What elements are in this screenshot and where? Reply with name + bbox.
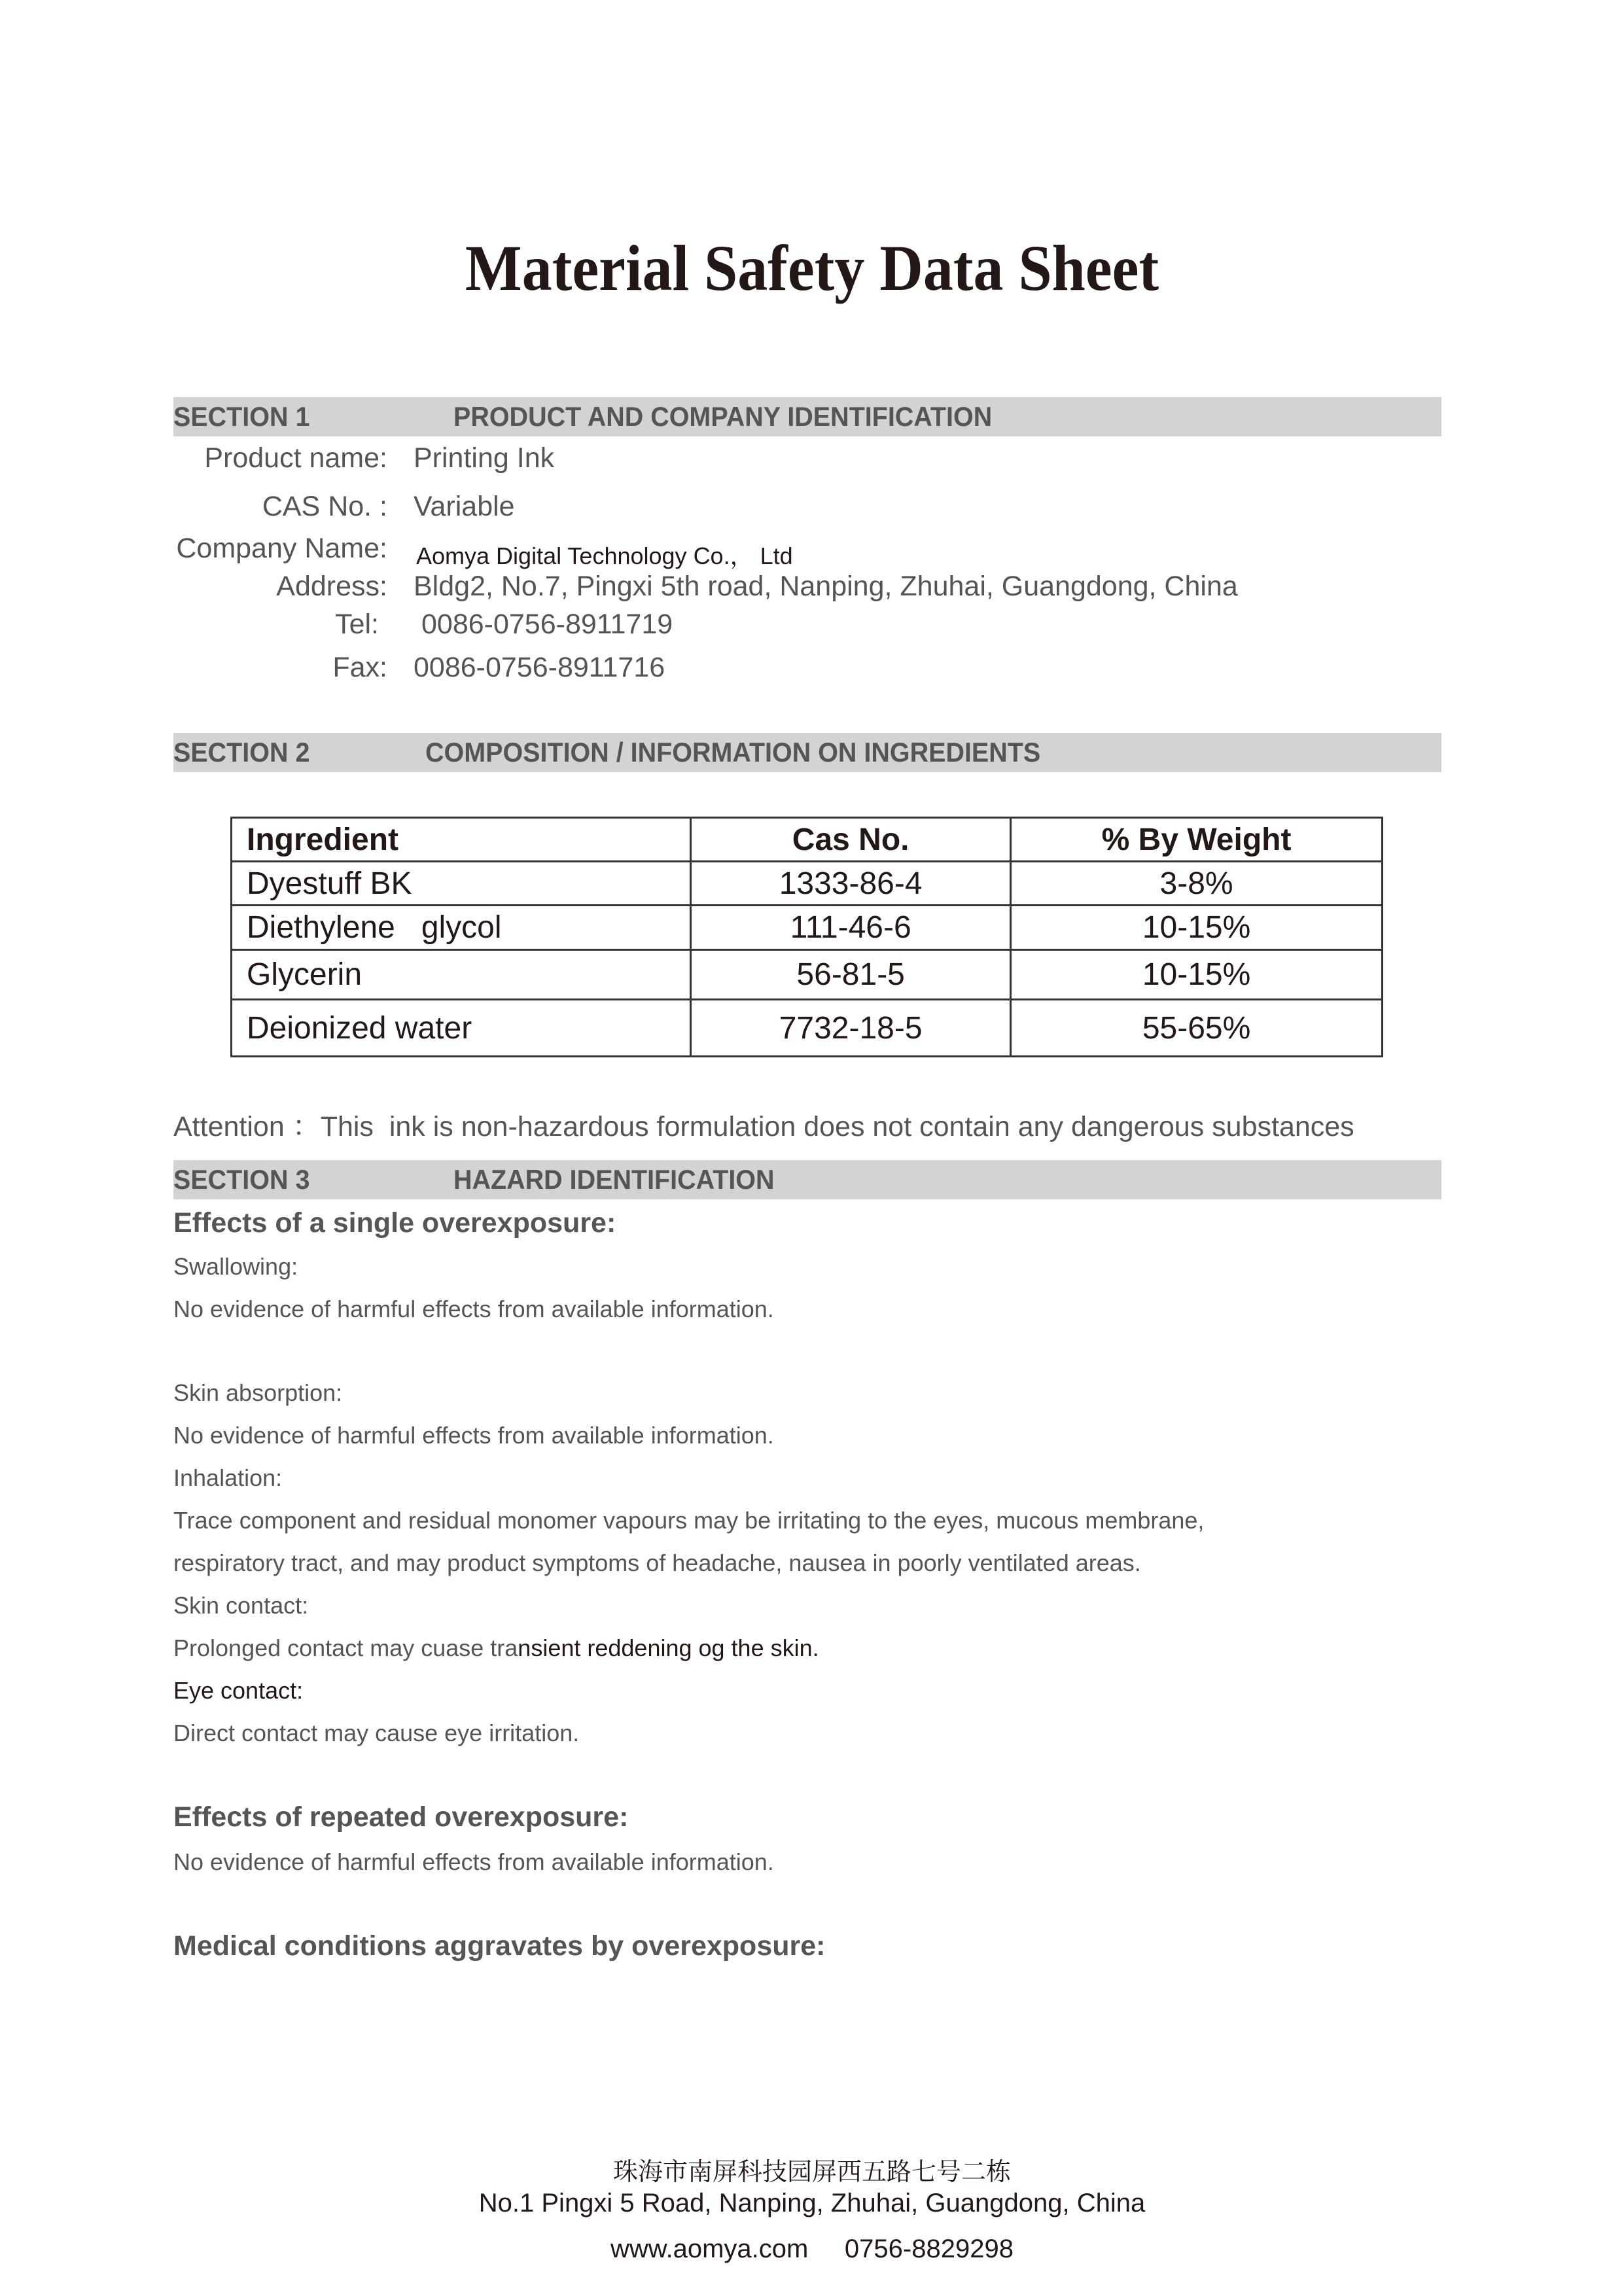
cas-no-cell: 56-81-5 [691,950,1011,1000]
skin-contact-text [173,1634,819,1662]
skin-absorption-label: Skin absorption: [173,1379,343,1406]
cas-no-value: Variable [414,491,515,522]
footer-address-chinese: 珠海市南屏科技园屏西五路七号二栋 [612,2159,1011,2186]
table-row [232,950,1383,1000]
footer-address-english: No.1 Pingxi 5 Road, Nanping, Zhuhai, Guangdong, China [478,2189,1146,2217]
section-1-title: PRODUCT AND COMPANY IDENTIFICATION [453,401,993,432]
company-name-label: Company Name: [176,533,387,564]
fax-value: 0086-0756-8911716 [414,652,665,683]
footer-website[interactable]: www.aomya.com [610,2234,809,2263]
fax-label: Fax: [332,652,387,683]
ingredient-cell: Glycerin [232,950,691,1000]
repeated-overexposure-text: No evidence of harmful effects from available information. [173,1848,774,1875]
single-overexposure-heading: Effects of a single overexposure: [173,1207,616,1239]
ingredient-cell: Diethylene glycol [232,906,691,950]
section-3-header [173,1160,1441,1199]
attention-label: Attention ： [173,1111,321,1142]
table-header-row [232,818,1383,862]
table-row [232,906,1383,950]
attention-note [173,1104,1354,1144]
document-title: Material Safety Data Sheet [465,232,1159,304]
section-1-header [173,397,1441,436]
column-header-by-weight: % By Weight [1011,818,1383,862]
section-3-number: SECTION 3 [173,1164,310,1195]
cas-no-cell: 111-46-6 [691,906,1011,950]
section-2-number: SECTION 2 [173,737,310,768]
ingredient-cell: Deionized water [232,1000,691,1057]
skin-contact-text-part-1: Prolonged contact may cuase tra [173,1634,518,1661]
footer-contact [0,2234,1624,2264]
tel-value: 0086-0756-8911719 [421,609,673,640]
address-label: Address: [276,571,387,602]
inhalation-label: Inhalation: [173,1464,283,1491]
weight-cell: 3-8% [1011,862,1383,906]
weight-cell: 55-65% [1011,1000,1383,1057]
ingredient-cell: Dyestuff BK [232,862,691,906]
section-2-title: COMPOSITION / INFORMATION ON INGREDIENTS [425,737,1041,768]
weight-cell: 10-15% [1011,906,1383,950]
cas-no-label: CAS No. : [262,491,387,522]
address-value: Bldg2, No.7, Pingxi 5th road, Nanping, Zhuhai, Guangdong, China [414,571,1238,602]
column-header-cas-no: Cas No. [691,818,1011,862]
eye-contact-label: Eye contact: [173,1677,304,1704]
footer-phone: 0756-8829298 [844,2234,1014,2263]
tel-label: Tel: [335,609,379,640]
table-row [232,862,1383,906]
section-1-number: SECTION 1 [173,401,310,432]
table-row [232,1000,1383,1057]
attention-text: This ink is non-hazardous formulation does not contain any dangerous substances [320,1111,1354,1142]
skin-absorption-text: No evidence of harmful effects from available information. [173,1422,774,1449]
section-2-header [173,733,1441,772]
cas-no-cell: 7732-18-5 [691,1000,1011,1057]
repeated-overexposure-heading: Effects of repeated overexposure: [173,1801,629,1833]
medical-conditions-heading: Medical conditions aggravates by overexposure: [173,1930,826,1962]
inhalation-text-line-1: Trace component and residual monomer vapours may be irritating to the eyes, mucous membrane, [173,1507,1205,1534]
section-3-title: HAZARD IDENTIFICATION [453,1164,775,1195]
swallowing-text: No evidence of harmful effects from available information. [173,1296,774,1322]
swallowing-label: Swallowing: [173,1253,298,1280]
skin-contact-label: Skin contact: [173,1592,309,1619]
eye-contact-text: Direct contact may cause eye irritation. [173,1720,580,1746]
cas-no-cell: 1333-86-4 [691,862,1011,906]
column-header-ingredient: Ingredient [232,818,691,862]
product-name-value: Printing Ink [414,442,555,474]
company-name-value: Aomya Digital Technology Co.， Ltd [416,542,793,569]
product-name-label: Product name: [204,442,387,474]
skin-contact-text-part-2: nsient reddening og the skin. [518,1634,819,1661]
ingredients-table [230,817,1383,1057]
inhalation-text-line-2: respiratory tract, and may product symptoms of headache, nausea in poorly ventilated areas. [173,1549,1141,1576]
weight-cell: 10-15% [1011,950,1383,1000]
